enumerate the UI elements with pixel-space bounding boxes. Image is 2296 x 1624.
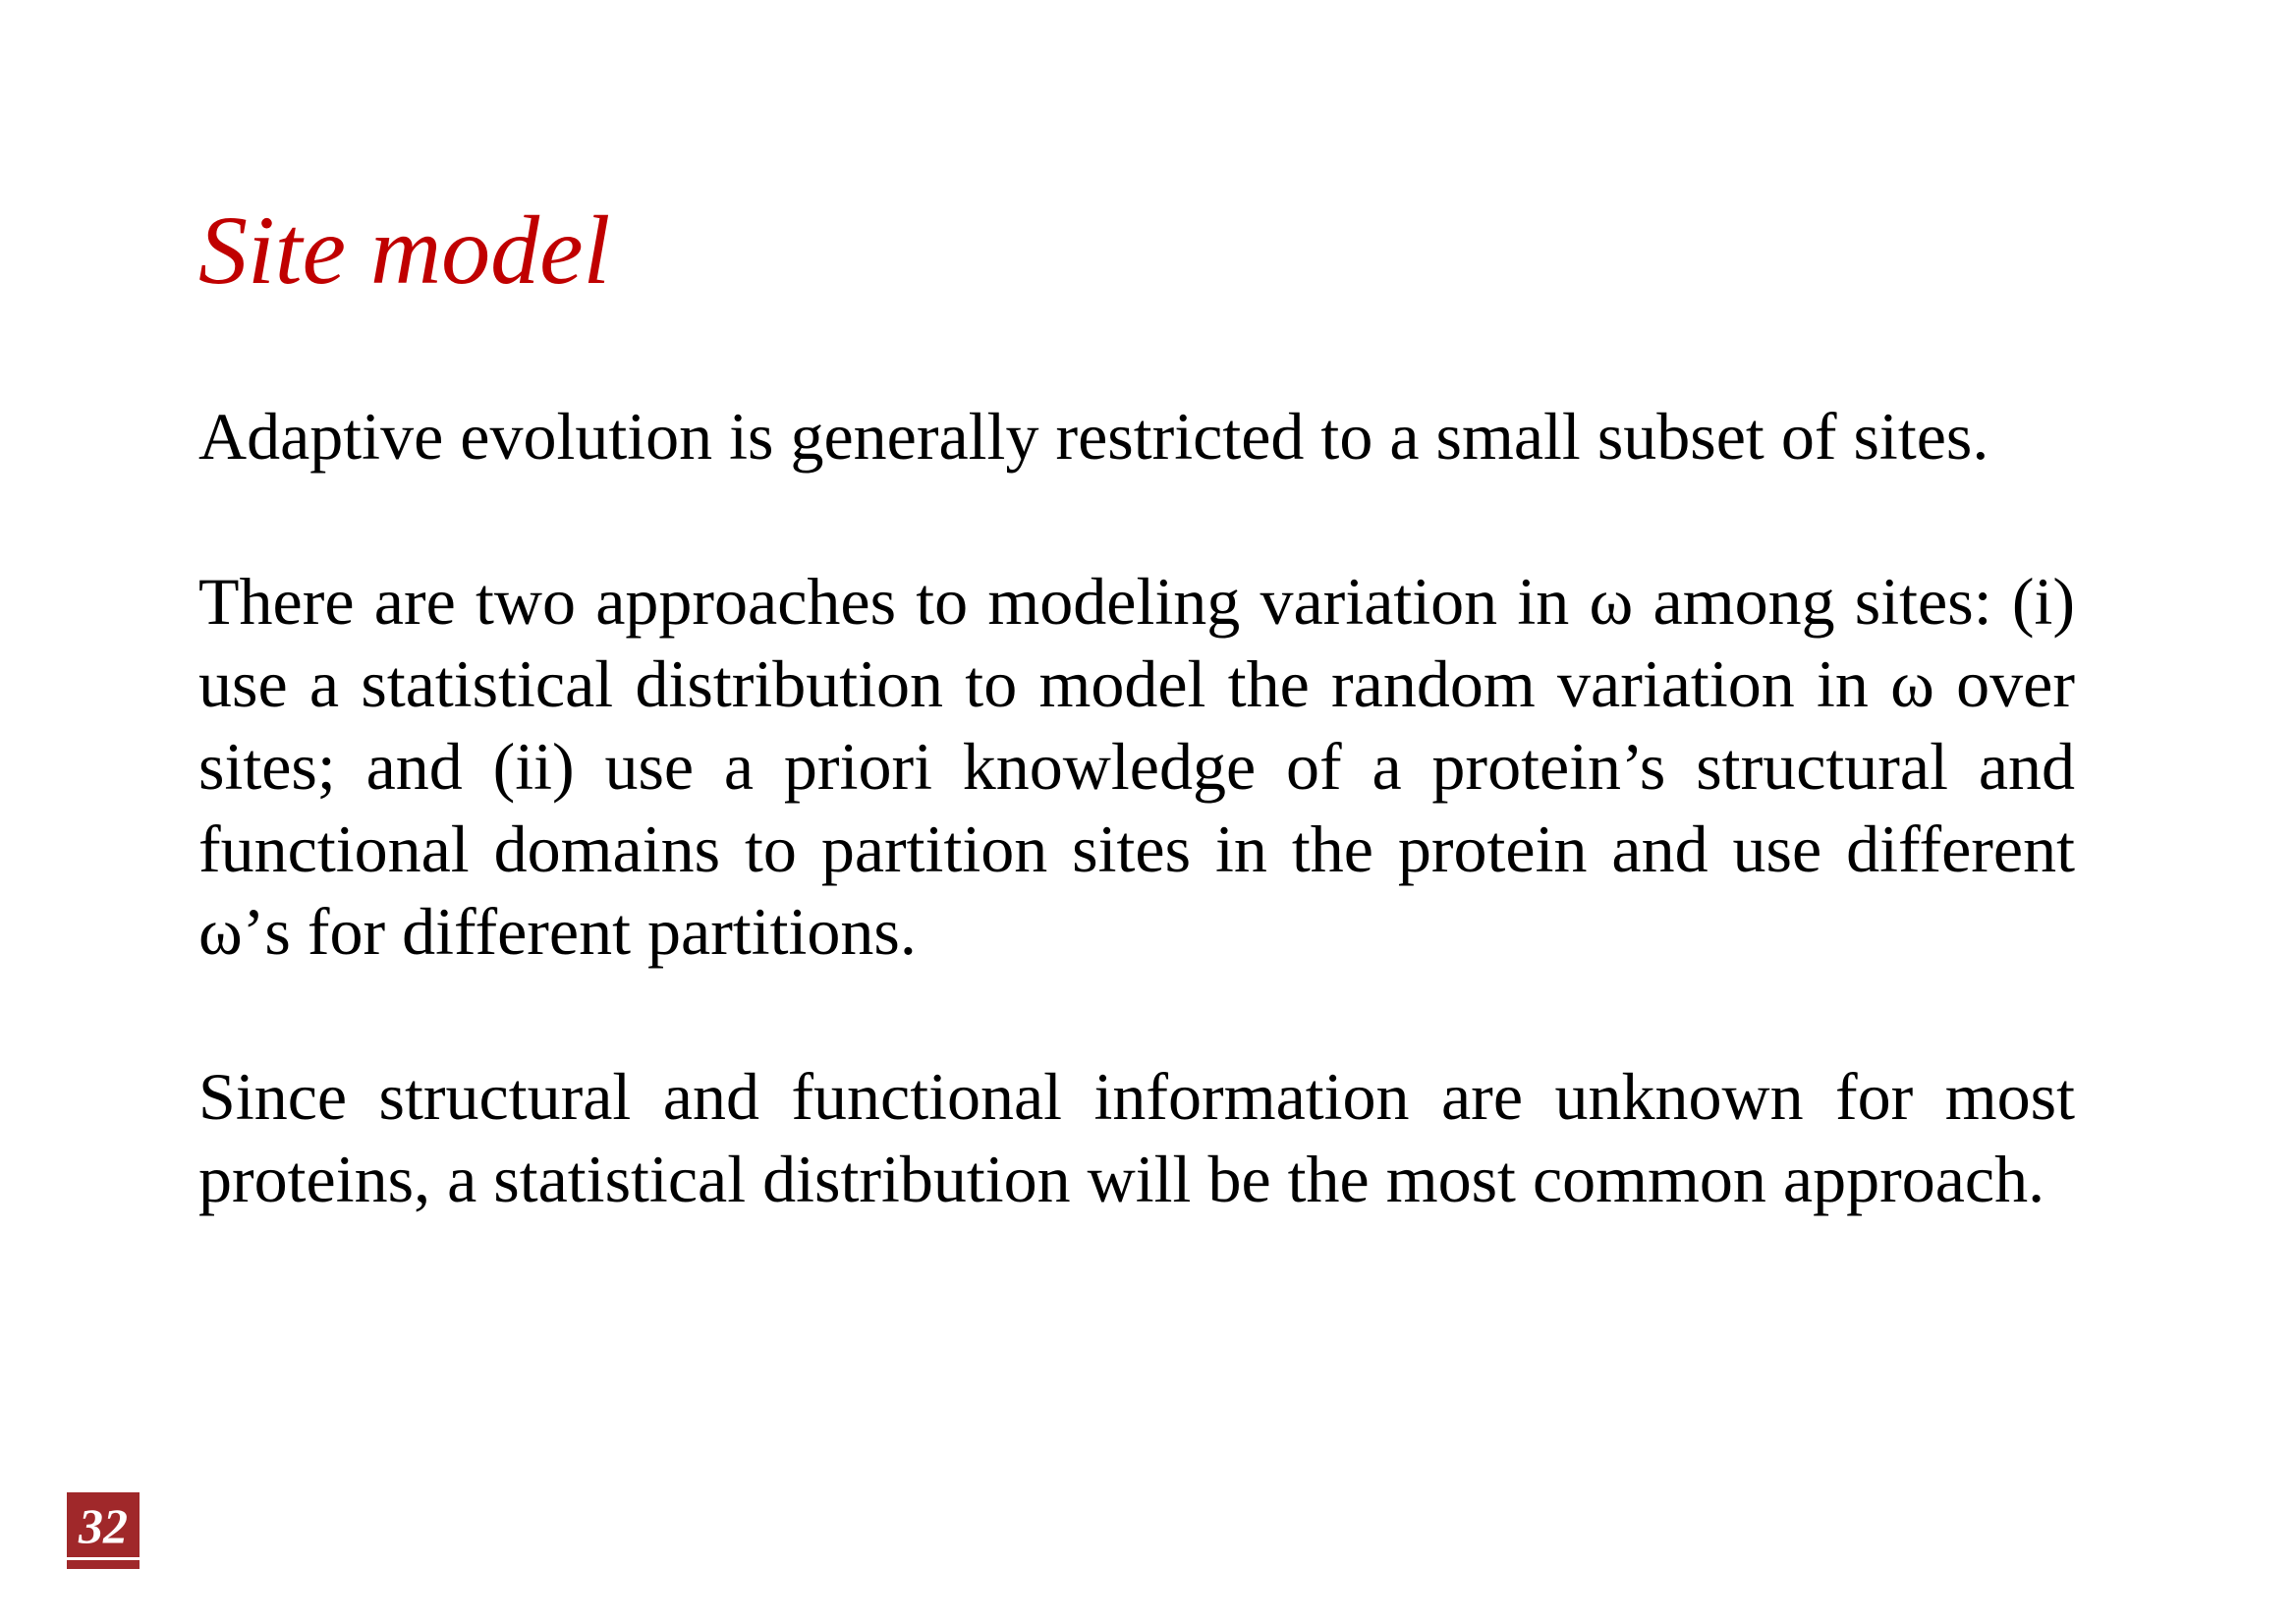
page-number-badge xyxy=(67,1492,140,1569)
page-number: 32 xyxy=(79,1498,128,1553)
paragraph-modeling-approaches: There are two approaches to modeling variation in ω among sites: (i) use a statistical distribution to model the random variation in ω over sites; and (ii) use a priori knowledge of a protein’s structural and functional domains to partition sites in the protein and use different ω’s for different partitions. xyxy=(198,564,2075,969)
page-number-underline xyxy=(67,1557,140,1560)
slide-title: Site model xyxy=(198,196,611,305)
paragraph-adaptive-evolution: Adaptive evolution is generally restricted to a small subset of sites. xyxy=(198,399,1989,474)
slide-body xyxy=(198,395,2075,1220)
paragraph-statistical-distribution: Since structural and functional information are unknown for most proteins, a statistical distribution will be the most common approach. xyxy=(198,1059,2075,1216)
